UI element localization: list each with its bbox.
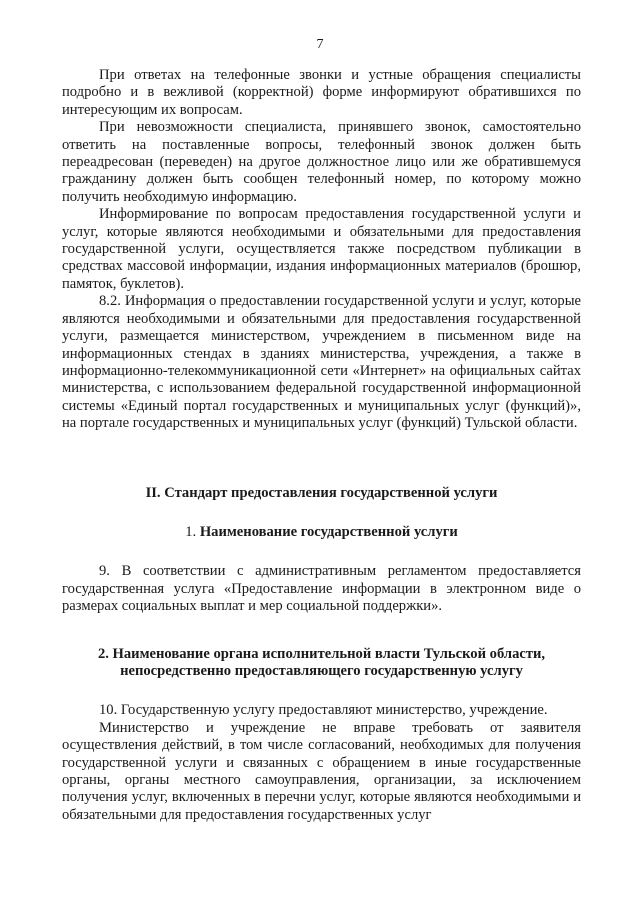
paragraph-phone-answers: При ответах на телефонные звонки и устные обращения специалисты подробно и в вежливой (корректной) форме информируют обратившихся по интересующим их вопросам.	[62, 67, 581, 118]
subsection-heading-authority-line1: 2. Наименование органа исполнительной власти Тульской области,	[97, 645, 546, 662]
paragraph-media-info: Информирование по вопросам предоставления государственной услуги и услуг, которые являются необходимыми и обязательными для предоставления государственной услуги, осуществляется также посредством публикации в средствах массовой информации, издания информационных материалов (брошюр, памяток, буклетов).	[62, 206, 581, 292]
subsection-title: Наименование государственной услуги	[199, 523, 458, 540]
section-heading-standard: II. Стандарт предоставления государственной услуги	[145, 484, 498, 501]
spacer	[62, 616, 581, 646]
paragraph-10: 10. Государственную услугу предоставляют министерство, учреждение.	[99, 702, 548, 719]
paragraph-call-redirect: При невозможности специалиста, принявшего звонок, самостоятельно ответить на поставленные вопросы, телефонный звонок должен быть переадресован (переведен) на другое должностное лицо или же обратившемуся гражданину должен быть сообщен телефонный номер, по которому можно получить необходимую информацию.	[62, 119, 581, 205]
subsection-heading-authority-line2: непосредственно предоставляющего государственную услугу	[120, 662, 523, 679]
page-number: 7	[316, 37, 324, 52]
spacer	[62, 680, 581, 702]
document-body	[62, 67, 581, 824]
subsection-heading-service-name	[62, 524, 581, 541]
subsection-number: 1.	[185, 523, 197, 540]
spacer	[62, 433, 581, 485]
paragraph-8-2: 8.2. Информация о предоставлении государственной услуги и услуг, которые являются необходимыми и обязательными для предоставления государственной услуги, размещается министерством, учреждением в письменном виде на информационных стендах в зданиях министерства, учреждения, а также в информационно-телекоммуникационной сети «Интернет» на официальных сайтах министерства, с использованием федеральной государственной информационной системы «Единый портал государственных и муниципальных услуг (функций)», на портале государственных и муниципальных услуг (функций) Тульской области.	[62, 293, 581, 432]
paragraph-not-entitled: Министерство и учреждение не вправе требовать от заявителя осуществления действий, в том числе согласований, необходимых для получения государственной услуги и связанных с обращением в иные государственные органы, органы местного самоуправления, организации, за исключением получения услуг, включенных в перечни услуг, которые являются необходимыми и обязательными для предоставления государственных услуг	[62, 719, 581, 823]
spacer	[62, 502, 581, 524]
paragraph-9: 9. В соответствии с административным регламентом предоставляется государственная услуга «Предоставление информации в электронном виде о размерах социальных выплат и мер социальной поддержки».	[62, 563, 581, 615]
spacer	[62, 541, 581, 563]
